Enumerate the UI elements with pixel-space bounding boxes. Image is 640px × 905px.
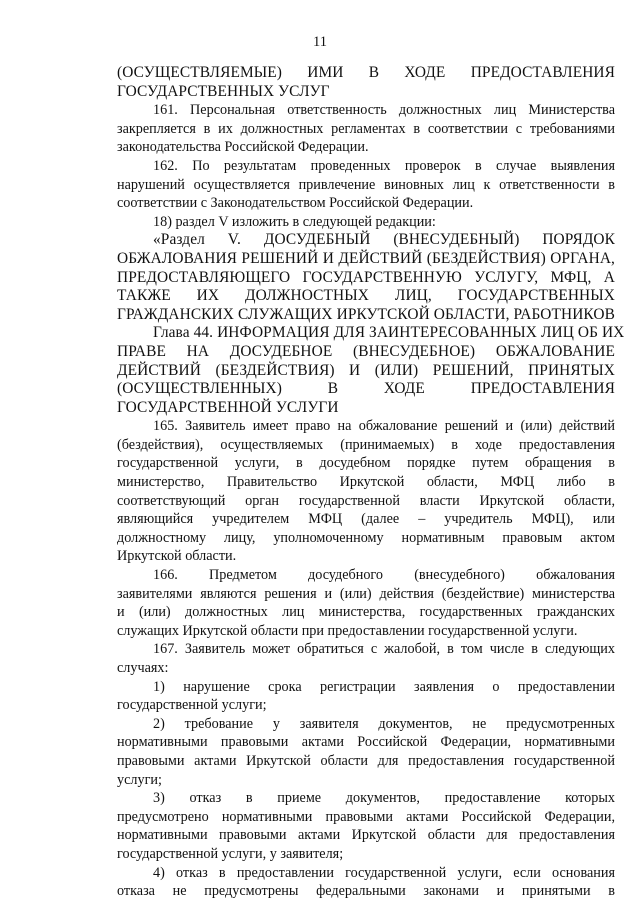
text-line: и (или) должностных лиц министерства, государственных гражданских (117, 604, 615, 621)
text-line: (бездействия), осуществляемых (принимаемых) в ходе предоставления (117, 436, 615, 453)
text-line: соответствии с Законодательством Российской Федерации. (117, 195, 474, 212)
text-line: 4) отказ в предоставлении государственной услуги, если основания (153, 864, 615, 881)
heading-line: ГОСУДАРСТВЕННЫХ УСЛУГ (117, 82, 330, 100)
heading-line: (ОСУЩЕСТВЛЕННЫХ) В ХОДЕ ПРЕДОСТАВЛЕНИЯ (117, 380, 615, 398)
text-line: 18) раздел V изложить в следующей редакции: (153, 213, 436, 230)
text-line: государственной услуги, в досудебном порядке путем обращения в (117, 455, 615, 472)
text-line: должностному лицу, уполномоченному нормативным правовым актом (117, 529, 615, 546)
heading-line: ОБЖАЛОВАНИЯ РЕШЕНИЙ И ДЕЙСТВИЙ (БЕЗДЕЙСТВИЯ) ОРГАНА, (117, 249, 615, 267)
text-line: случаях: (117, 660, 169, 676)
text-line: 1) нарушение срока регистрации заявления о предоставлении (153, 678, 615, 695)
heading-line: ГРАЖДАНСКИХ СЛУЖАЩИХ ИРКУТСКОЙ ОБЛАСТИ, РАБОТНИКОВ (117, 305, 615, 323)
text-line: соответствующий орган государственной власти Иркутской области, (117, 492, 615, 509)
heading-line: ПРАВЕ НА ДОСУДЕБНОЕ (ВНЕСУДЕБНОЕ) ОБЖАЛОВАНИЕ (117, 342, 615, 360)
text-line: 165. Заявитель имеет право на обжалование решений и (или) действий (153, 418, 615, 435)
text-line: законодательства Российской Федерации. (117, 139, 369, 156)
heading-line: ДЕЙСТВИЙ (БЕЗДЕЙСТВИЯ) И (ИЛИ) РЕШЕНИЙ, ПРИНЯТЫХ (117, 361, 615, 379)
document-body (117, 64, 625, 901)
heading-line: (ОСУЩЕСТВЛЯЕМЫЕ) ИМИ В ХОДЕ ПРЕДОСТАВЛЕНИЯ (117, 64, 615, 81)
text-line: являющийся учредителем МФЦ (далее – учредитель МФЦ), или (117, 511, 615, 528)
text-line: услуги; (117, 771, 162, 788)
text-line: 167. Заявитель может обратиться с жалобой, в том числе в следующих (153, 641, 615, 658)
heading-line: «Раздел V. ДОСУДЕБНЫЙ (ВНЕСУДЕБНЫЙ) ПОРЯДОК (153, 231, 615, 249)
text-line: государственной услуги, у заявителя; (117, 845, 344, 862)
text-line: нормативными правовыми актами Российской Федерации, нормативными (117, 734, 615, 751)
text-line: Иркутской области. (117, 548, 237, 565)
heading-line: ГОСУДАРСТВЕННОЙ УСЛУГИ (117, 398, 339, 416)
text-line: отказа не предусмотрены федеральными законами и принятыми в (117, 883, 615, 900)
heading-line: ПРЕДОСТАВЛЯЮЩЕГО ГОСУДАРСТВЕННУЮ УСЛУГУ, МФЦ, А (117, 268, 615, 286)
text-line: министерство, Правительство Иркутской области, МФЦ либо в (117, 474, 615, 491)
text-line: государственной услуги; (117, 697, 267, 714)
heading-line: Глава 44. ИНФОРМАЦИЯ ДЛЯ ЗАИНТЕРЕСОВАННЫХ ЛИЦ ОБ ИХ (153, 324, 625, 342)
text-line: предусмотрено нормативными правовыми актами Российской Федерации, (117, 808, 615, 825)
text-line: закрепляется в их должностных регламентах в соответствии с требованиями (117, 120, 615, 137)
text-line: правовыми актами Иркутской области для предоставления государственной (117, 752, 615, 769)
heading-line: ТАКЖЕ ИХ ДОЛЖНОСТНЫХ ЛИЦ, ГОСУДАРСТВЕННЫХ (117, 287, 615, 305)
text-line: заявителями являются решения и (или) действия (бездействие) министерства (117, 585, 615, 602)
text-line: нарушений осуществляется привлечение виновных лиц к ответственности в (117, 176, 615, 193)
page-number: 11 (313, 34, 327, 50)
text-line: нормативными правовыми актами Иркутской области для предоставления (117, 827, 615, 844)
text-line: 162. По результатам проведенных проверок в случае выявления (153, 157, 615, 174)
text-line: служащих Иркутской области при предоставлении государственной услуги. (117, 622, 578, 639)
text-line: 161. Персональная ответственность должностных лиц Министерства (153, 102, 615, 119)
text-line: 3) отказ в приеме документов, предоставление которых (153, 790, 615, 807)
text-line: 166. Предметом досудебного (внесудебного) обжалования (153, 567, 615, 584)
text-line: 2) требование у заявителя документов, не предусмотренных (153, 715, 615, 732)
